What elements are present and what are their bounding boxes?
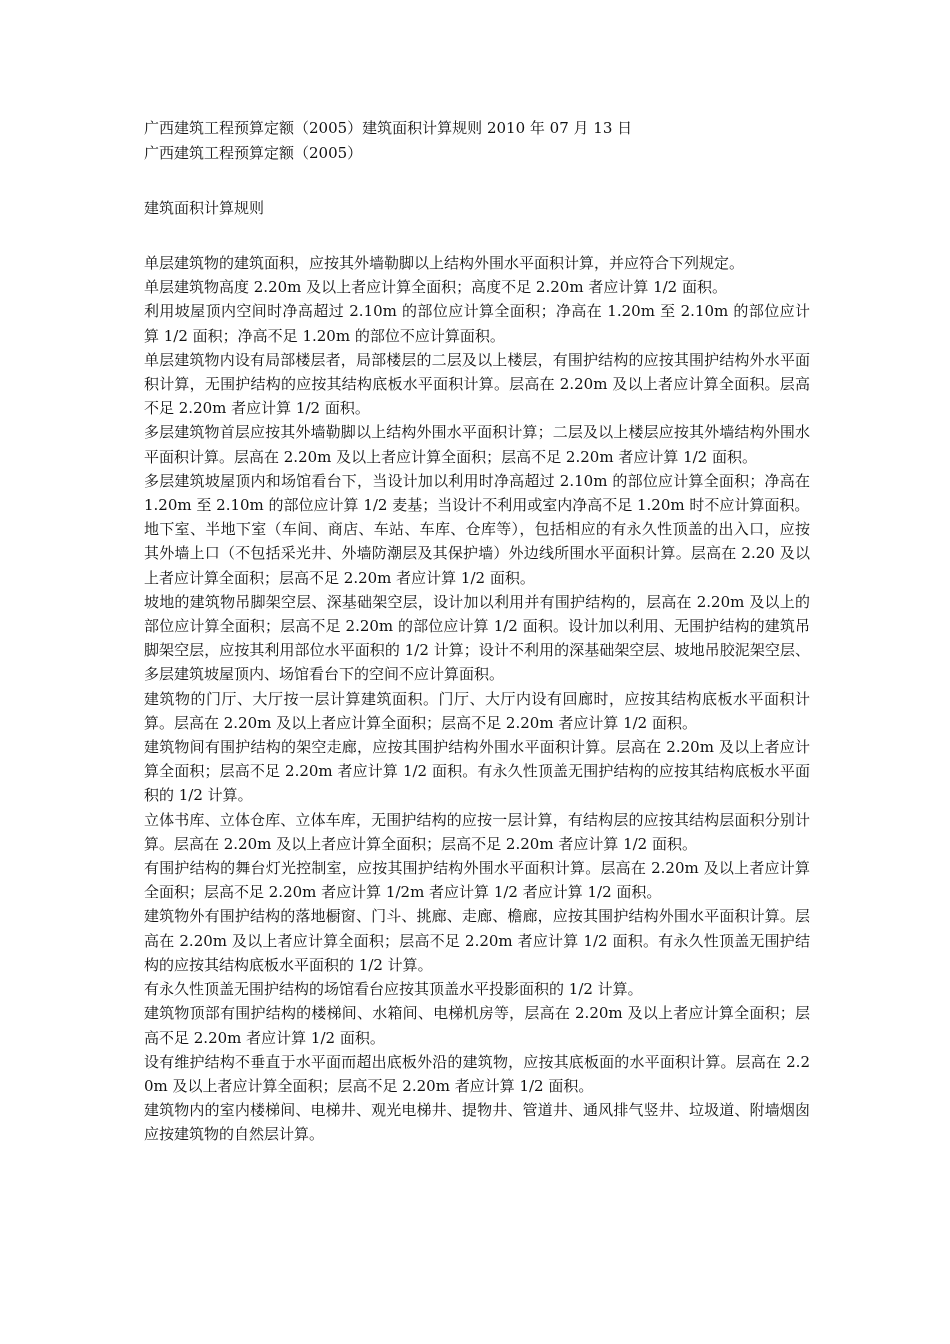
paragraph-7: 地下室、半地下室（车间、商店、车站、车库、仓库等），包括相应的有永久性顶盖的出入口，应按其外墙上口（不包括采光井、外墙防潮层及其保护墙）外边线所围水平面积计算。层高在 2.20 及以上者应计算全面积；层高不足 2.20m 者应计算 1/2 面积。 — [144, 520, 810, 587]
paragraph-3: 利用坡屋顶内空间时净高超过 2.10m 的部位应计算全面积；净高在 1.20m 至 2.10m 的部位应计算 1/2 面积；净高不足 1.20m 的部位不应计算面积。 — [144, 302, 810, 345]
paragraph-6: 多层建筑坡屋顶内和场馆看台下，当设计加以利用时净高超过 2.10m 的部位应计算全面积；净高在 1.20m 至 2.10m 的部位应计算 1/2 麦基；当设计不利用或室内净高不足 1.20m 时不应计算面积。 — [144, 471, 810, 515]
document-body — [144, 251, 810, 1147]
paragraph-2: 单层建筑物高度 2.20m 及以上者应计算全面积；高度不足 2.20m 者应计算 1/2 面积。 — [144, 278, 727, 297]
document-page — [144, 116, 810, 1147]
header-line-date: 广西建筑工程预算定额（2005）建筑面积计算规则 2010 年 07 月 13 日 — [144, 119, 633, 137]
paragraph-16: 设有维护结构不垂直于水平面而超出底板外沿的建筑物，应按其底板面的水平面积计算。层高在 2.20m 及以上者应计算全面积；层高不足 2.20m 者应计算 1/2 面积。 — [144, 1052, 810, 1095]
paragraph-13: 建筑物外有围护结构的落地橱窗、门斗、挑廊、走廊、檐廊，应按其围护结构外围水平面积计算。层高在 2.20m 及以上者应计算全面积；层高不足 2.20m 者应计算 1/2 面积。有永久性顶盖无围护结构的应按其结构底板水平面积的 1/2 计算。 — [144, 907, 810, 974]
paragraph-1: 单层建筑物的建筑面积，应按其外墙勒脚以上结构外围水平面积计算，并应符合下列规定。 — [144, 254, 745, 272]
paragraph-9: 建筑物的门厅、大厅按一层计算建筑面积。门厅、大厅内设有回廊时，应按其结构底板水平面积计算。层高在 2.20m 及以上者应计算全面积；层高不足 2.20m 者应计算 1/2 面积。 — [144, 689, 810, 732]
paragraph-12: 有围护结构的舞台灯光控制室，应按其围护结构外围水平面积计算。层高在 2.20m 及以上者应计算全面积；层高不足 2.20m 者应计算 1/2m 者应计算 1/2 者应计算 1/2 面积。 — [144, 859, 810, 902]
document-title: 建筑面积计算规则 — [144, 199, 265, 217]
paragraph-11: 立体书库、立体仓库、立体车库，无围护结构的应按一层计算，有结构层的应按其结构层面积分别计算。层高在 2.20m 及以上者应计算全面积；层高不足 2.20m 者应计算 1/2 面积。 — [144, 810, 810, 853]
paragraph-8: 坡地的建筑物吊脚架空层、深基础架空层，设计加以利用并有围护结构的，层高在 2.20m 及以上的部位应计算全面积；层高不足 2.20m 的部位应计算 1/2 面积。设计加以利用、无围护结构的建筑吊脚架空层，应按其利用部位水平面积的 1/2 计算；设计不利用的深基础架空层、坡地吊胶泥架空层、多层建筑坡屋顶内、场馆看台下的空间不应计算面积。 — [144, 592, 810, 684]
paragraph-14: 有永久性顶盖无围护结构的场馆看台应按其顶盖水平投影面积的 1/2 计算。 — [144, 980, 643, 999]
paragraph-17: 建筑物内的室内楼梯间、电梯井、观光电梯井、提物井、管道井、通风排气竖井、垃圾道、附墙烟囱应按建筑物的自然层计算。 — [144, 1101, 810, 1144]
paragraph-5: 多层建筑物首层应按其外墙勒脚以上结构外围水平面积计算；二层及以上楼层应按其外墙结构外围水平面积计算。层高在 2.20m 及以上者应计算全面积；层高不足 2.20m 者应计算 1/2 面积。 — [144, 423, 810, 466]
paragraph-15: 建筑物顶部有围护结构的楼梯间、水箱间、电梯机房等，层高在 2.20m 及以上者应计算全面积；层高不足 2.20m 者应计算 1/2 面积。 — [144, 1004, 810, 1047]
paragraph-10: 建筑物间有围护结构的架空走廊，应按其围护结构外围水平面积计算。层高在 2.20m 及以上者应计算全面积；层高不足 2.20m 者应计算 1/2 面积。有永久性顶盖无围护结构的应按其结构底板水平面积的 1/2 计算。 — [144, 738, 810, 805]
header-line-source: 广西建筑工程预算定额（2005） — [144, 144, 363, 162]
paragraph-4: 单层建筑物内设有局部楼层者，局部楼层的二层及以上楼层，有围护结构的应按其围护结构外水平面积计算，无围护结构的应按其结构底板水平面积计算。层高在 2.20m 及以上者应计算全面积。层高不足 2.20m 者应计算 1/2 面积。 — [144, 350, 810, 418]
